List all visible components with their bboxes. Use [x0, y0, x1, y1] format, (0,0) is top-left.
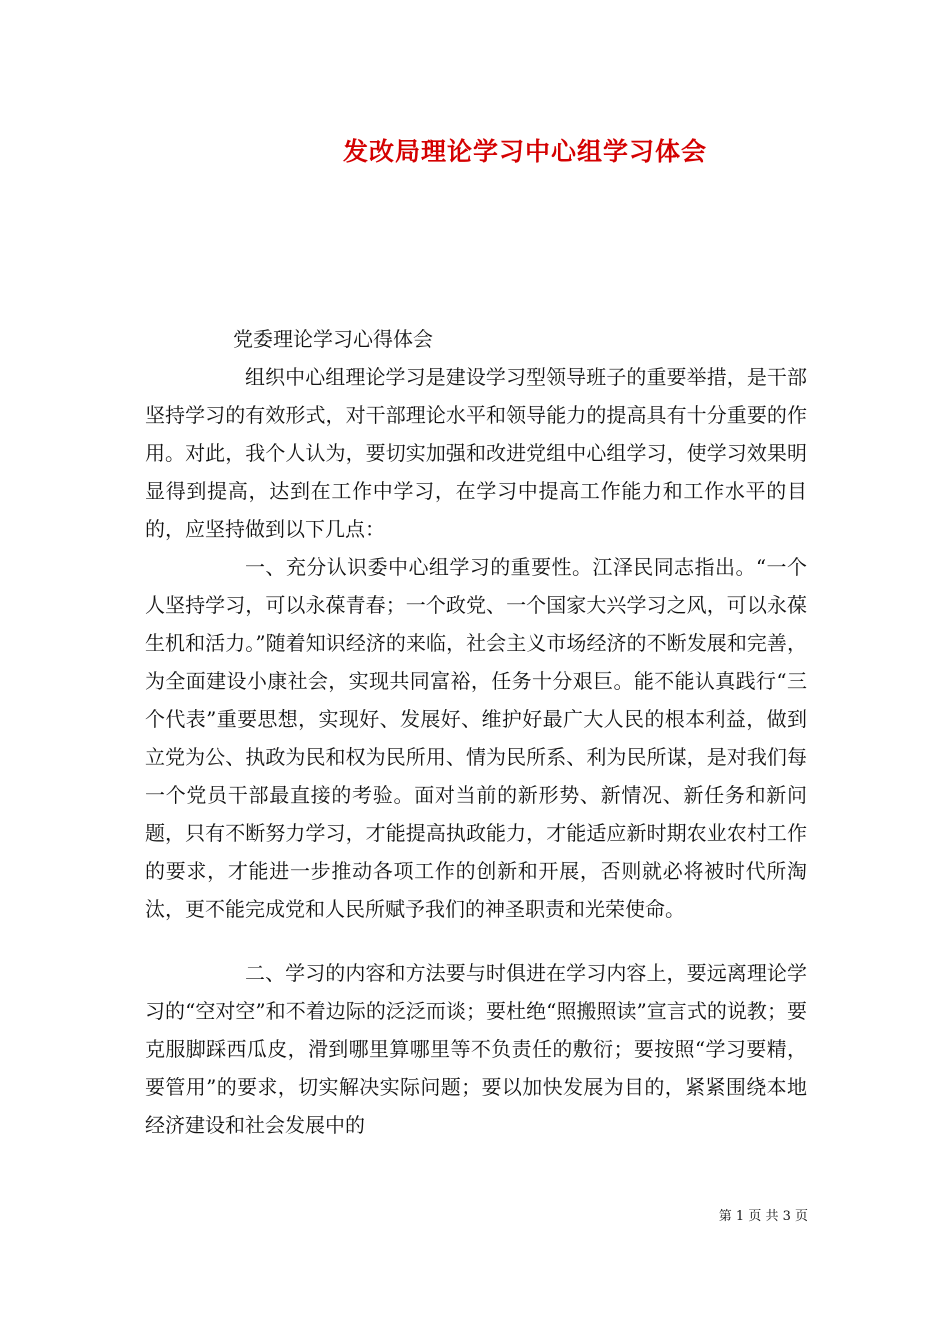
- document-title: 发改局理论学习中心组学习体会: [342, 137, 707, 166]
- paragraph-intro: 组织中心组理论学习是建设学习型领导班子的重要举措，是干部坚持学习的有效形式，对干部理论水平和领导能力的提高具有十分重要的作用。对此，我个人认为，要切实加强和改进党组中心组学习，使学习效果明显得到提高，达到在工作中学习，在学习中提高工作能力和工作水平的目的，应坚持做到以下几点：: [145, 365, 807, 541]
- page-number-footer: 第 1 页 共 3 页: [718, 1209, 808, 1224]
- paragraph-point-two: 二、学习的内容和方法要与时俱进在学习内容上，要远离理论学习的“空对空”和不着边际的泛泛而谈；要杜绝“照搬照读”宣言式的说教；要克服脚踩西瓜皮，滑到哪里算哪里等不负责任的敷衍；要按照“学习要精，要管用”的要求，切实解决实际问题；要以加快发展为目的，紧紧围绕本地经济建设和社会发展中的: [145, 961, 807, 1137]
- document-subtitle: 党委理论学习心得体会: [233, 327, 433, 351]
- document-body: [145, 320, 807, 1144]
- paragraph-point-one: 一、充分认识委中心组学习的重要性。江泽民同志指出。“一个人坚持学习，可以永葆青春；一个政党、一个国家大兴学习之风，可以永葆生机和活力。”随着知识经济的来临，社会主义市场经济的不断发展和完善，为全面建设小康社会，实现共同富裕，任务十分艰巨。能不能认真践行“三个代表”重要思想，实现好、发展好、维护好最广大人民的根本利益，做到立党为公、执政为民和权为民所用、情为民所系、利为民所谋，是对我们每一个党员干部最直接的考验。面对当前的新形势、新情况、新任务和新问题，只有不断努力学习，才能提高执政能力，才能适应新时期农业农村工作的要求，才能进一步推动各项工作的创新和开展，否则就必将被时代所淘汰，更不能完成党和人民所赋予我们的神圣职责和光荣使命。: [145, 555, 807, 921]
